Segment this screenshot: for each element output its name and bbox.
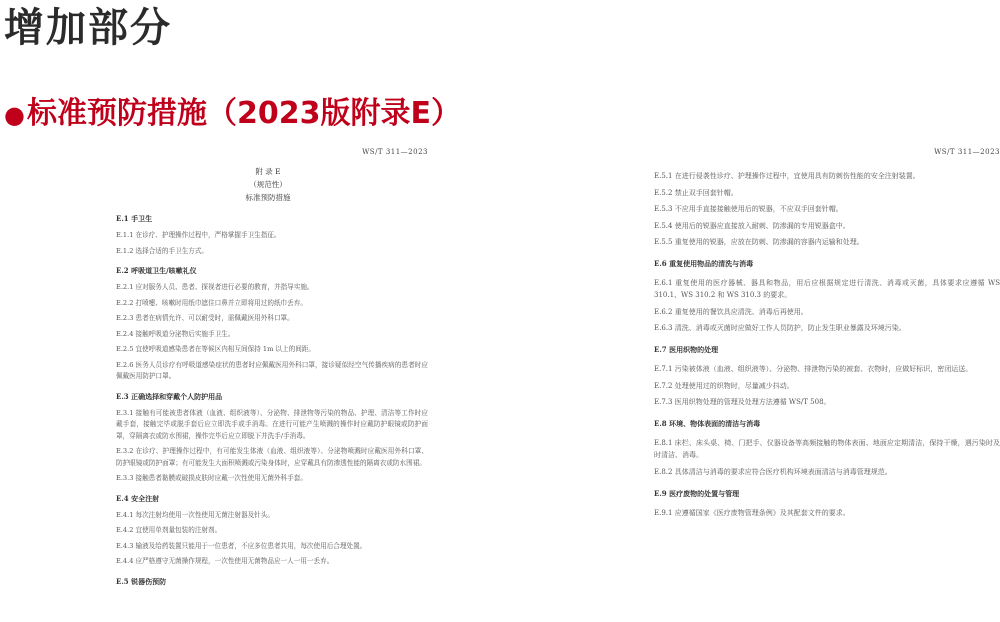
- clause-paragraph: E.4.4 应严格遵守无菌操作规程，一次性使用无菌物品应一人一用一丢弃。: [116, 557, 334, 565]
- section-subtitle-text: 标准预防措施（2023版附录E）: [26, 96, 461, 131]
- clause-paragraph: E.2.4 接触呼吸道分泌物后实施手卫生。: [116, 329, 235, 338]
- clause-paragraph: E.5.2 禁止双手回套针帽。: [654, 188, 738, 197]
- clause-paragraph: E.7.3 医用织物处理的管理及处理方法遵循 WS/T 508。: [654, 398, 831, 406]
- standard-code: WS/T 311—2023: [934, 148, 1000, 156]
- clause-paragraph: E.5.5 重复使用的锐器，应放在防刺、防渗漏的容器内运输和处理。: [654, 238, 864, 246]
- appendix-title: 标准预防措施: [245, 193, 291, 202]
- section-heading: E.1 手卫生: [116, 214, 153, 223]
- clause-paragraph: E.5.3 不应用手直接接触使用后的锐器，不应双手回套针帽。: [654, 205, 843, 213]
- section-heading: E.7 医用织物的处理: [654, 345, 719, 354]
- section-subtitle: [4, 92, 461, 137]
- document-page-left: [108, 140, 428, 622]
- document-body: [116, 214, 428, 593]
- clause-paragraph: E.4.2 宜使用单剂量包装的注射剂。: [116, 526, 222, 534]
- clause-paragraph: E.3.1 接触有可能被患者体液（血液、组织液等）、分泌物、排泄物等污染的物品、护理、清洁等工作时应戴手套，接触完毕或脱手套后应立即洗手或手消毒。在进行可能产生喷溅的操作时应戴防护眼镜或防护面罩，穿隔离衣或防水围裙，操作完毕后应立即脱下并洗手/手消毒。: [116, 408, 428, 440]
- clause-paragraph: E.2.5 宜使呼吸道感染患者在等候区内相互间保持 1m 以上的间距。: [116, 345, 315, 353]
- clause-paragraph: E.7.2 处理使用过的织物时，尽量减少抖动。: [654, 381, 794, 390]
- section-heading: E.3 正确选择和穿戴个人防护用品: [116, 391, 223, 401]
- section-heading: E.2 呼吸道卫生/咳嗽礼仪: [116, 266, 197, 275]
- clause-paragraph: E.3.2 在诊疗、护理操作过程中，有可能发生体液（血液、组织液等）、分泌物喷溅时应戴医用外科口罩、防护眼镜或防护面罩；有可能发生大面积喷溅或污染身体时，应穿戴具有防渗透性能的隔离衣或防水围裙。: [116, 447, 428, 467]
- clause-paragraph: E.4.1 每次注射均使用一次性使用无菌注射器及针头。: [116, 510, 274, 519]
- appendix-type: （规范性）: [249, 180, 287, 189]
- appendix-label: 附 录 E: [255, 167, 281, 176]
- clause-paragraph: E.6.2 重复使用的餐饮具应清洗、消毒后再使用。: [654, 307, 808, 316]
- standard-code: WS/T 311—2023: [362, 148, 428, 156]
- clause-paragraph: E.5.1 在进行侵袭性诊疗、护理操作过程中，宜使用具有防刺伤性能的安全注射装置。: [654, 172, 920, 180]
- clause-paragraph: E.2.6 医务人员诊疗有呼吸道感染症状的患者时应佩戴医用外科口罩，接诊疑似经空气传播疾病的患者时应佩戴医用防护口罩。: [116, 360, 428, 380]
- section-heading: E.4 安全注射: [116, 493, 160, 503]
- clause-paragraph: E.2.2 打喷嚏、咳嗽时用纸巾遮住口鼻并立即将用过的纸巾丢弃。: [116, 298, 307, 307]
- bullet-icon: ●: [4, 100, 25, 129]
- slide-title: 增加部分: [4, 5, 172, 51]
- clause-paragraph: E.6.3 清洗、消毒或灭菌时应做好工作人员防护，防止发生职业暴露及环境污染。: [654, 324, 906, 332]
- clause-paragraph: E.8.1 床栏、床头桌、椅、门把手、仪器设备等高频接触的物体表面、地面应定期清洁，保持干燥，遇污染时及时清洁、消毒。: [654, 439, 1000, 459]
- clause-paragraph: E.4.3 输液及给药装置只能用于一位患者，不应多位患者共用，每次使用后合理处置。: [116, 541, 367, 550]
- clause-paragraph: E.1.1 在诊疗、护理操作过程中，严格掌握手卫生指征。: [116, 231, 281, 239]
- section-heading: E.5 锐器伤预防: [116, 576, 167, 586]
- clause-paragraph: E.9.1 应遵循国家《医疗废物管理条例》及其配套文件的要求。: [654, 508, 850, 517]
- clause-paragraph: E.2.1 应对服务人员、患者、探视者进行必要的教育，并指导实施。: [116, 283, 314, 291]
- section-heading: E.9 医疗废物的处置与管理: [654, 488, 740, 498]
- clause-paragraph: E.5.4 使用后的锐器应直接放入耐刺、防渗漏的专用锐器盒中。: [654, 221, 850, 230]
- clause-paragraph: E.8.2 具体清洁与消毒的要求应符合医疗机构环境表面清洁与消毒管理规范。: [654, 467, 892, 476]
- section-heading: E.6 重复使用物品的清洗与消毒: [654, 259, 754, 268]
- clause-paragraph: E.6.1 重复使用的医疗器械、器具和物品，用后应根据规定进行清洗、消毒或灭菌，具体要求应遵循 WS 310.1、WS 310.2 和 WS 310.3 的要求。: [654, 279, 1000, 299]
- document-page-right: [646, 140, 1000, 622]
- document-body: [654, 170, 1000, 523]
- clause-paragraph: E.2.3 患者在病情允许、可以耐受时，需佩戴医用外科口罩。: [116, 314, 294, 322]
- clause-paragraph: E.1.2 选择合适的手卫生方式。: [116, 246, 209, 255]
- clause-paragraph: E.3.3 接触患者黏膜或破损皮肤时应戴一次性使用无菌外科手套。: [116, 474, 307, 482]
- clause-paragraph: E.7.1 污染被体液（血液、组织液等）、分泌物、排泄物污染的被套、衣物时，应做好标识，密闭运送。: [654, 365, 973, 373]
- section-heading: E.8 环境、物体表面的清洁与消毒: [654, 419, 761, 428]
- appendix-heading: [108, 165, 428, 204]
